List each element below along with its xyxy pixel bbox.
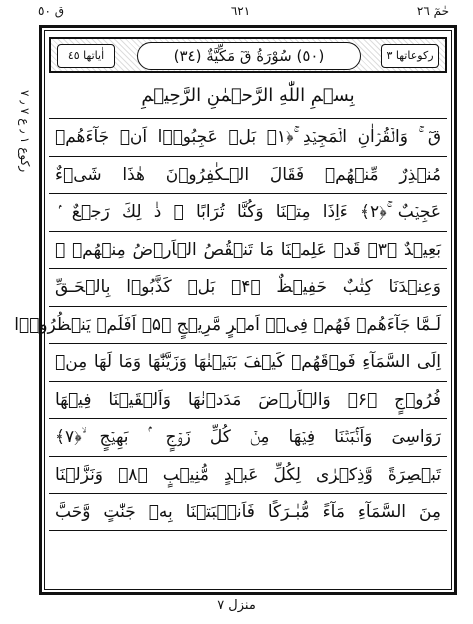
surah-header-band: [49, 37, 447, 73]
verse-line: تَبۡصِرَةً وَّذِكۡرٰى لِكُلِّ عَبۡدٍ مُّنِيۡبٍ ﴿۸﴾ وَنَزَّلۡنَا: [49, 456, 447, 494]
verse-line: فُرُوۡجٍ ﴿۶﴾ وَالۡاَرۡضَ مَدَدۡنٰهَا وَاَلۡقَيۡنَا فِيۡهَا: [49, 381, 447, 419]
page-header-bar: [22, 4, 459, 22]
verse-line: مِنَ السَّمَآءِ مَآءً مُّبٰـرَكًا فَاَنۡۢبَتۡنَا بِهٖ جَنّٰتٍ وَّحَبَّ: [49, 493, 447, 531]
margin-ruku-note: ركوع ۱ ٫ ع ٧ ٫ ٧: [18, 89, 32, 172]
bismillah: بِسۡمِ اللّٰهِ الرَّحۡمٰنِ الرَّحِيۡمِ: [141, 85, 355, 106]
verse-line: قٓ ۚ وَالۡقُرۡاٰنِ الۡمَجِيۡدِ ۚ﴿۱﴾ بَلۡ عَجِبُوۡۤا اَنۡ جَآءَهُمۡ: [49, 118, 447, 156]
verse-line: وَعِنۡدَنَا كِتٰبٌ حَفِيۡظٌ ﴿۴﴾ بَلۡ كَذَّبُوۡا بِالۡحَـقِّ: [49, 268, 447, 306]
verse-line: رَوَاسِىَ وَاَنۡۢبَتۡنَا فِيۡهَا مِنۡ كُلِّ زَوۡجٍ ۢ بَهِيۡجٍ ۙ﴿۷﴾: [49, 418, 447, 456]
verse-line: بَعِيۡدٌ ﴿۳﴾ قَدۡ عَلِمۡنَا مَا تَنۡقُصُ الۡاَرۡضُ مِنۡهُمۡ ۚ: [49, 231, 447, 269]
verse-line: عَجِيۡبٌ ۚ﴿۲﴾ ءَاِذَا مِتۡنَا وَكُنَّا تُرَابًا ۚ ذٰ لِكَ رَجۡعٌ ۢ: [49, 193, 447, 231]
surah-marker: ق ٥٠: [38, 4, 65, 18]
ayat-count-plate: اٰیاتھا ٤٥: [57, 44, 115, 68]
verse-line: لَـمَّا جَآءَهُمۡ فَهُمۡ فِىۡۤ اَمۡرٍ مَّرِيۡجٍ ﴿۵﴾ اَفَلَمۡ يَنۡظُرُوۡۤا: [49, 306, 447, 344]
surah-title: (٥٠) سُوْرَةُ قٓ مَكِّيَّةٌ (٣٤): [137, 42, 361, 70]
juz-marker: حٰمٓ ٢٦: [416, 4, 449, 18]
verse-line: اِلَى السَّمَآءِ فَوۡقَهُمۡ كَيۡفَ بَنَيۡنٰهَا وَزَيَّنّٰهَا وَمَا لَهَا مِنۡ: [49, 343, 447, 381]
page-number: ٦٢١: [230, 4, 251, 18]
ruku-count-plate: رکوعاتھا ٣: [381, 44, 439, 68]
verse-line: مُنۡذِرٌ مِّنۡهُمۡ فَقَالَ الۡـكٰفِرُوۡنَ هٰذَا شَىۡءٌ: [49, 156, 447, 194]
manzil-footer: منزل ٧: [217, 598, 256, 613]
